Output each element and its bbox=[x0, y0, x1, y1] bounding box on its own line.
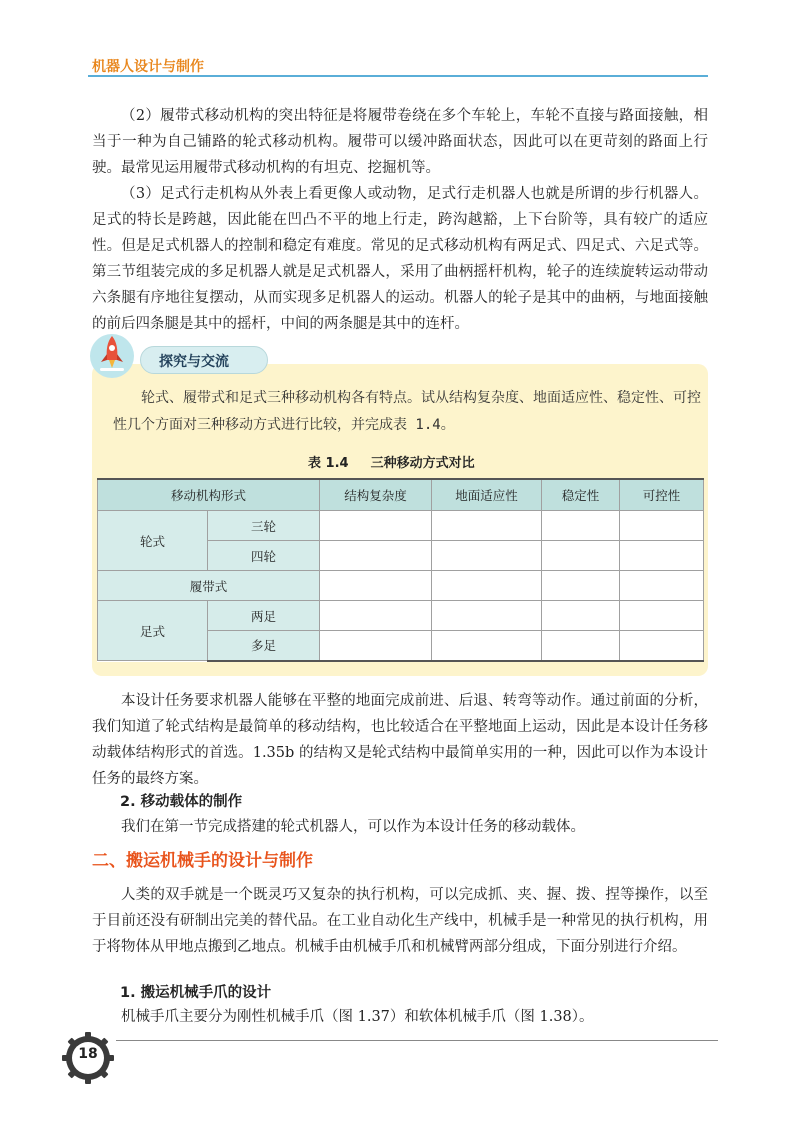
table-row bbox=[98, 601, 704, 631]
table-cell-blank bbox=[432, 571, 542, 601]
table-cell-blank bbox=[620, 571, 704, 601]
table-cell-blank bbox=[432, 511, 542, 541]
header-divider bbox=[88, 75, 708, 77]
table-cell-blank bbox=[542, 571, 620, 601]
table-cell-blank bbox=[620, 631, 704, 661]
row-label-legged: 足式 bbox=[98, 601, 208, 661]
subhead-mobile-carrier: 2. 移动载体的制作 bbox=[120, 794, 243, 810]
table-title: 三种移动方式对比 bbox=[370, 456, 475, 471]
table-cell-blank bbox=[320, 571, 432, 601]
paragraph-manipulator-intro: 人类的双手就是一个既灵巧又复杂的执行机构，可以完成抓、夹、握、拨、捏等操作，以至于目前还没有研制出完美的替代品。在工业自动化生产线中，机械手是一种常见的执行机构，用于将物体从甲地点搬到乙地点。机械手由机械手爪和机械臂两部分组成，下面分别进行介绍。 bbox=[92, 887, 708, 955]
table-cell-blank bbox=[320, 601, 432, 631]
comparison-table bbox=[97, 478, 704, 662]
column-header-form: 移动机构形式 bbox=[98, 479, 320, 511]
table-cell-blank bbox=[320, 511, 432, 541]
table-row bbox=[98, 511, 704, 541]
table-cell-blank bbox=[320, 541, 432, 571]
table-cell-blank bbox=[620, 511, 704, 541]
inquiry-label: 探究与交流 bbox=[159, 354, 229, 370]
row-sublabel-two-legs: 两足 bbox=[208, 601, 320, 631]
paragraph-gripper-types: 机械手爪主要分为刚性机械手爪（图 1.37）和软体机械手爪（图 1.38）。 bbox=[121, 1009, 594, 1025]
rocket-icon bbox=[86, 328, 138, 380]
table-caption bbox=[308, 452, 475, 471]
table-cell-blank bbox=[542, 631, 620, 661]
row-label-tracked: 履带式 bbox=[98, 571, 320, 601]
row-sublabel-multi-legs: 多足 bbox=[208, 631, 320, 661]
paragraph-design-choice: 本设计任务要求机器人能够在平整的地面完成前进、后退、转弯等动作。通过前面的分析，我们知道了轮式结构是最简单的移动结构，也比较适合在平整地面上运动，因此是本设计任务移动载体结构形式的首选。1.35b 的结构又是轮式结构中最简单实用的一种，因此可以作为本设计任务的最终方案。 bbox=[92, 693, 708, 787]
row-label-wheeled: 轮式 bbox=[98, 511, 208, 571]
column-header-adaptability: 地面适应性 bbox=[432, 479, 542, 511]
row-sublabel-four-wheel: 四轮 bbox=[208, 541, 320, 571]
table-header-row bbox=[98, 479, 704, 511]
book-title: 机器人设计与制作 bbox=[92, 59, 204, 75]
paragraph-legged-mechanism: （3）足式行走机构从外表上看更像人或动物，足式行走机器人也就是所谓的步行机器人。足式的特长是跨越，因此能在凹凸不平的地上行走，跨沟越豁，上下台阶等，具有较广的适应性。但是足式机器人的控制和稳定有难度。常见的足式移动机构有两足式、四足式、六足式等。第三节组装完成的多足机器人就是足式机器人，采用了曲柄摇杆机构，轮子的连续旋转运动带动六条腿有序地往复摆动，从而实现多足机器人的运动。机器人的轮子是其中的曲柄，与地面接触的前后四条腿是其中的摇杆，中间的两条腿是其中的连杆。 bbox=[92, 186, 708, 332]
paragraph-tracked-mechanism: （2）履带式移动机构的突出特征是将履带卷绕在多个车轮上，车轮不直接与路面接触，相当于一种为自己铺路的轮式移动机构。履带可以缓冲路面状态，因此可以在更苛刻的路面上行驶。最常见运用履带式移动机构的有坦克、挖掘机等。 bbox=[92, 108, 708, 176]
inquiry-text: 轮式、履带式和足式三种移动机构各有特点。试从结构复杂度、地面适应性、稳定性、可控性几个方面对三种移动方式进行比较，并完成表 1.4。 bbox=[113, 390, 701, 433]
table-cell-blank bbox=[542, 511, 620, 541]
table-cell-blank bbox=[432, 541, 542, 571]
table-row bbox=[98, 571, 704, 601]
table-cell-blank bbox=[620, 541, 704, 571]
table-cell-blank bbox=[320, 631, 432, 661]
table-cell-blank bbox=[432, 631, 542, 661]
row-sublabel-three-wheel: 三轮 bbox=[208, 511, 320, 541]
table-number: 表 1.4 bbox=[308, 456, 349, 471]
column-header-controllability: 可控性 bbox=[620, 479, 704, 511]
subhead-gripper-design: 1. 搬运机械手爪的设计 bbox=[120, 985, 272, 1001]
paragraph-carrier: 我们在第一节完成搭建的轮式机器人，可以作为本设计任务的移动载体。 bbox=[121, 819, 585, 835]
footer-divider bbox=[116, 1040, 718, 1041]
table-cell-blank bbox=[620, 601, 704, 631]
section-heading: 二、搬运机械手的设计与制作 bbox=[92, 851, 313, 871]
column-header-complexity: 结构复杂度 bbox=[320, 479, 432, 511]
page-number: 18 bbox=[78, 1046, 98, 1062]
inquiry-label-pill bbox=[140, 346, 268, 374]
table-cell-blank bbox=[542, 541, 620, 571]
column-header-stability: 稳定性 bbox=[542, 479, 620, 511]
table-cell-blank bbox=[542, 601, 620, 631]
table-cell-blank bbox=[432, 601, 542, 631]
